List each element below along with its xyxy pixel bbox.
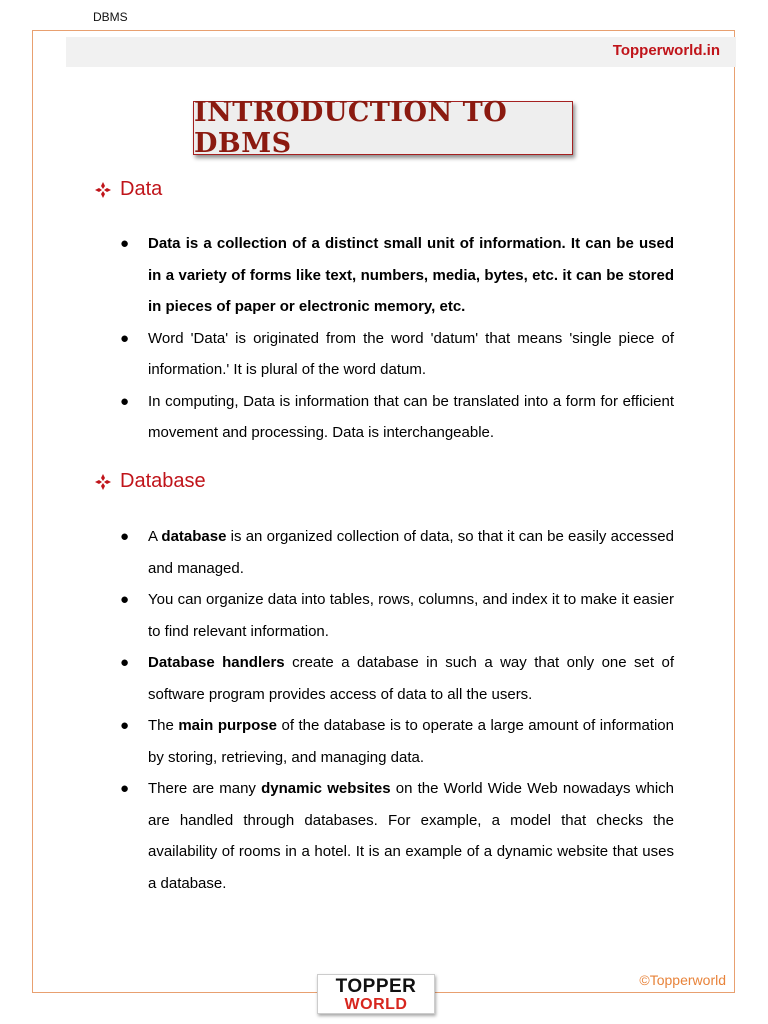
list-item-bold-text: dynamic websites [261,780,391,797]
list-item-bold-text: main purpose [178,717,277,734]
bullet-icon: ● [120,329,130,347]
page-title: INTRODUCTION TO DBMS [194,97,508,159]
list-item-text: create a database in such a way that only one set of software program provides access of data to all the users. [148,654,674,703]
list-item-bold-text: Database handlers [148,654,285,671]
bullet-icon: ● [120,528,130,545]
database-bullet-list [120,521,674,899]
list-item-text: In computing, Data is information that can be translated into a form for efficient movement and processing. Data is interchangeable. [148,392,674,441]
bullet-icon: ● [120,392,130,410]
list-item [120,710,674,773]
section-heading-data [94,178,162,201]
bullet-icon: ● [120,591,130,608]
section-heading-database [94,470,206,493]
list-item [120,323,674,386]
bullet-icon: ● [120,654,130,671]
topperworld-logo [317,974,435,1014]
list-item-text: There are many [148,780,262,797]
list-item-bold-text: database [161,528,227,545]
footer-copyright: ©Topperworld [639,972,726,988]
header-label: DBMS [93,10,128,24]
diamond-bullet-icon [94,181,112,199]
list-item [120,386,674,449]
diamond-bullet-icon [94,473,112,491]
list-item-text: Data is a collection of a distinct small unit of information. It can be used in a variety of forms like text, numbers, media, bytes, etc. it can be stored in pieces of paper or electronic memory, etc. [148,235,674,315]
list-item-text: The [148,717,179,734]
brand-bar [66,37,736,67]
list-item [120,584,674,647]
bullet-icon: ● [120,717,130,734]
list-item-text: You can organize data into tables, rows, columns, and index it to make it easier to find relevant information. [148,591,674,640]
list-item [120,773,674,899]
list-item-text: A [148,528,162,545]
logo-line-topper: TOPPER [335,976,417,997]
list-item [120,228,674,323]
bullet-icon: ● [120,780,130,797]
bullet-icon: ● [120,235,130,252]
list-item-text: of the database is to operate a large amount of information by storing, retrieving, and managing data. [148,717,674,766]
brand-site[interactable]: Topperworld.in [612,42,720,59]
list-item-text: is an organized collection of data, so that it can be easily accessed and managed. [148,528,674,577]
title-box [193,97,573,159]
section-heading-text: Database [120,470,206,492]
data-bullet-list [120,228,674,449]
logo-line-world: WORLD [344,996,408,1013]
list-item-text: Word 'Data' is originated from the word 'datum' that means 'single piece of information.' It is plural of the word datum. [148,329,674,378]
section-heading-text: Data [120,178,163,200]
list-item [120,647,674,710]
list-item-text: on the World Wide Web nowadays which are handled through databases. For example, a model that checks the availability of rooms in a hotel. It is an example of a dynamic website that uses a database. [148,780,675,892]
list-item [120,521,674,584]
